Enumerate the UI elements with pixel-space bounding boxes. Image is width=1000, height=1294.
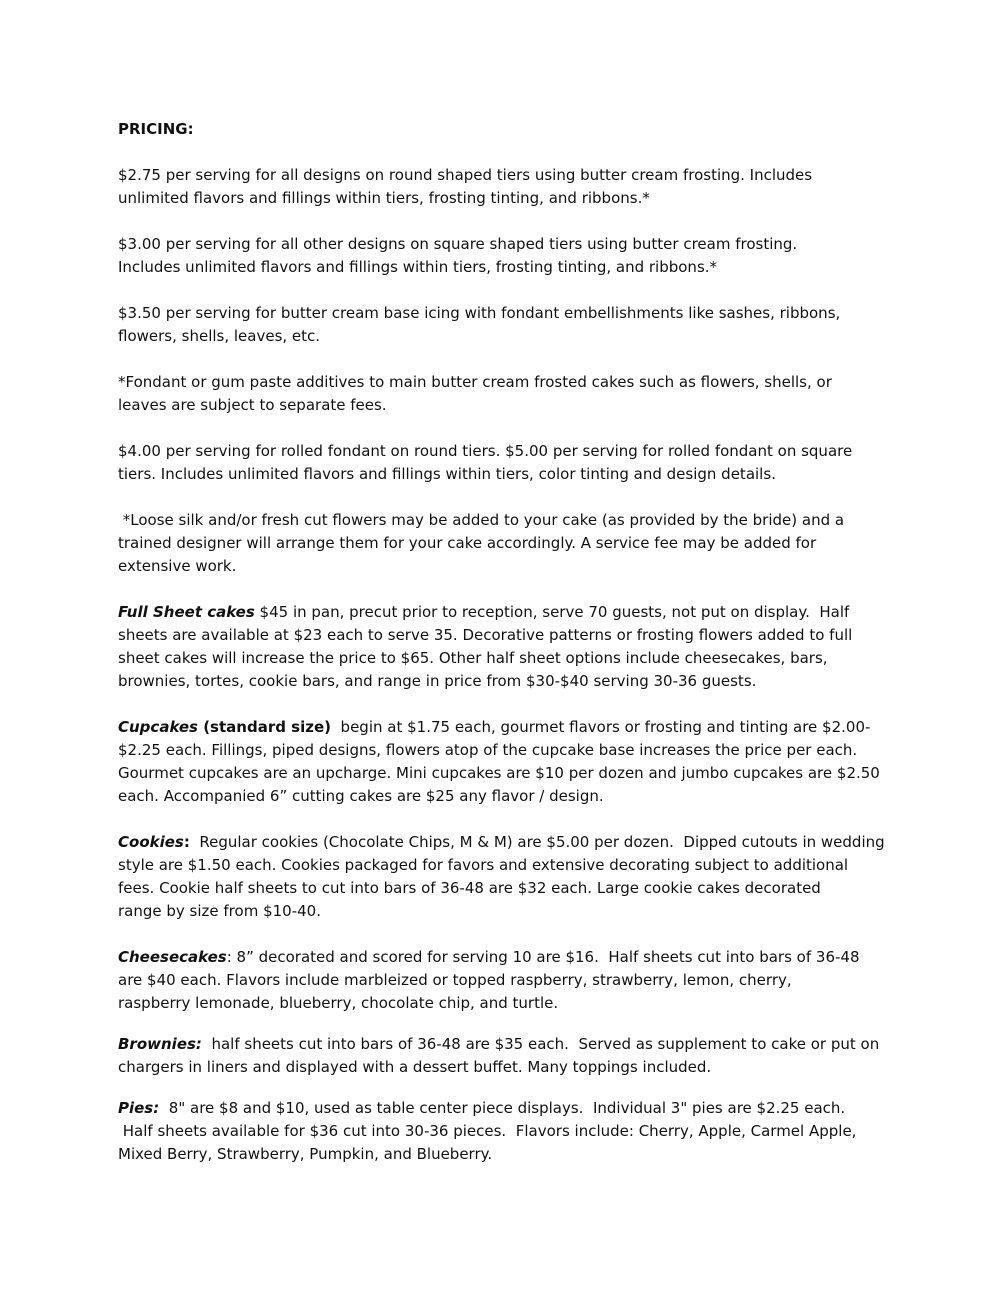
pricing-heading: PRICING: [118,120,194,138]
text-line: *Fondant or gum paste additives to main butter cream frosted cakes such as flowers, shells, or [118,373,832,391]
cheesecakes-label: Cheesecakes [118,948,227,966]
cookies-section [118,831,898,923]
cupcakes-label: Cupcakes [118,718,198,736]
text-line: $4.00 per serving for rolled fondant on round tiers. $5.00 per serving for rolled fondant on square [118,442,853,460]
cookies-label: Cookies [118,833,184,851]
text-line: fees. Cookie half sheets to cut into bars of 36-48 are $32 each. Large cookie cakes decorated [118,879,821,897]
text-line: $3.50 per serving for butter cream base icing with fondant embellishments like sashes, ribbons, [118,304,841,322]
text-line: Mixed Berry, Strawberry, Pumpkin, and Blueberry. [118,1145,493,1163]
text-line: Half sheets available for $36 cut into 30-36 pieces. Flavors include: Cherry, Apple, Carmel Apple, [118,1122,857,1140]
brownies-section [118,1033,898,1079]
text-line: $3.00 per serving for all other designs on square shaped tiers using butter cream frosting. [118,235,798,253]
text-line: style are $1.50 each. Cookies packaged for favors and extensive decorating subject to additional [118,856,849,874]
pies-label: Pies: [118,1099,160,1117]
text-line: each. Accompanied 6” cutting cakes are $25 any flavor / design. [118,787,604,805]
document-page [118,118,898,1189]
brownies-label: Brownies: [118,1035,202,1053]
text-line: $2.75 per serving for all designs on round shaped tiers using butter cream frosting. Includes [118,166,813,184]
text-run: Regular cookies (Chocolate Chips, M & M) are $5.00 per dozen. Dipped cutouts in wedding [189,833,885,851]
text-run: : 8” decorated and scored for serving 10 are $16. Half sheets cut into bars of 36-48 [226,948,860,966]
text-run: begin at $1.75 each, gourmet flavors or frosting and tinting are $2.00- [331,718,871,736]
text-line: sheets are available at $23 each to serve 35. Decorative patterns or frosting flowers added to full [118,626,853,644]
text-run: 8" are $8 and $10, used as table center piece displays. Individual 3" pies are $2.25 each. [159,1099,846,1117]
text-line: brownies, tortes, cookie bars, and range in price from $30-$40 serving 30-36 guests. [118,672,757,690]
text-run: $45 in pan, precut prior to reception, serve 70 guests, not put on display. Half [254,603,850,621]
text-line [118,1097,898,1120]
text-line: unlimited flavors and fillings within tiers, frosting tinting, and ribbons.* [118,189,650,207]
text-line [118,716,898,739]
text-line: are $40 each. Flavors include marbleized or topped raspberry, strawberry, lemon, cherry, [118,971,792,989]
text-line: Includes unlimited flavors and fillings within tiers, frosting tinting, and ribbons.* [118,258,718,276]
text-line: extensive work. [118,557,237,575]
text-line: leaves are subject to separate fees. [118,396,387,414]
text-line [118,1033,898,1056]
text-line: raspberry lemonade, blueberry, chocolate chip, and turtle. [118,994,559,1012]
text-line: $2.25 each. Fillings, piped designs, flowers atop of the cupcake base increases the price per each. [118,741,858,759]
pies-section [118,1097,898,1166]
pricing-rolled-fondant-paragraph [118,440,898,486]
text-line: Gourmet cupcakes are an upcharge. Mini cupcakes are $10 per dozen and jumbo cupcakes are $2.50 [118,764,880,782]
full-sheet-cakes-section [118,601,898,693]
text-line [118,831,898,854]
text-line: flowers, shells, leaves, etc. [118,327,321,345]
text-line [118,946,898,969]
fondant-additives-note [118,371,898,417]
cupcakes-section [118,716,898,808]
cupcakes-size-label: (standard size) [197,718,332,736]
pricing-fondant-embellishments-paragraph [118,302,898,348]
text-line: *Loose silk and/or fresh cut flowers may be added to your cake (as provided by the bride) and a [118,511,845,529]
text-line [118,601,898,624]
cookies-colon: : [183,833,190,851]
text-run: half sheets cut into bars of 36-48 are $35 each. Served as supplement to cake or put on [201,1035,880,1053]
text-line: sheet cakes will increase the price to $65. Other half sheet options include cheesecakes, bars, [118,649,828,667]
text-line: trained designer will arrange them for your cake accordingly. A service fee may be added for [118,534,817,552]
text-line: chargers in liners and displayed with a dessert buffet. Many toppings included. [118,1058,712,1076]
loose-flowers-note [118,509,898,578]
text-line: tiers. Includes unlimited flavors and fillings within tiers, color tinting and design details. [118,465,776,483]
full-sheet-cakes-label: Full Sheet cakes [118,603,255,621]
cheesecakes-section [118,946,898,1015]
pricing-square-tiers-paragraph [118,233,898,279]
text-line: range by size from $10-40. [118,902,321,920]
pricing-round-tiers-paragraph [118,164,898,210]
